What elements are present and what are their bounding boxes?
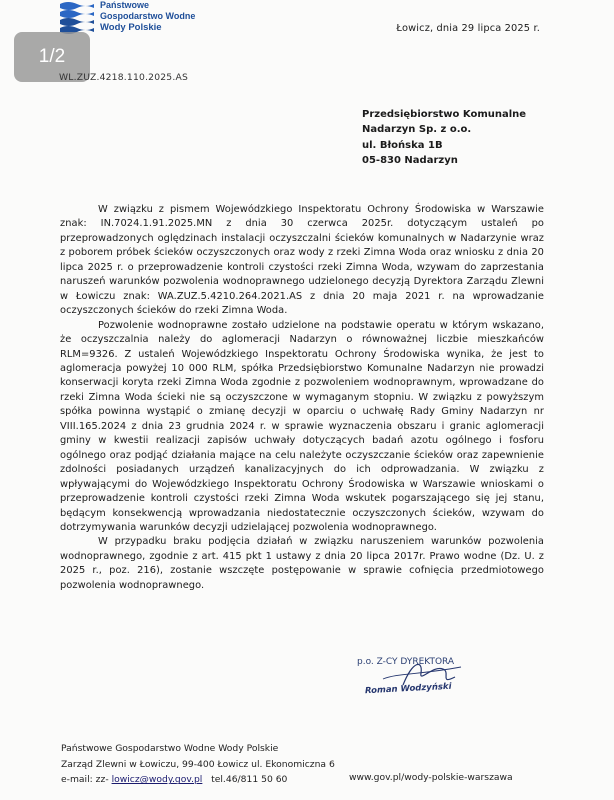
- recipient-line-1: Przedsiębiorstwo Komunalne: [362, 109, 527, 120]
- logo-line-2: Gospodarstwo Wodne: [100, 11, 196, 21]
- page-indicator-badge: 1/2: [14, 32, 90, 82]
- footer-email-label: e-mail: zz-: [61, 774, 109, 786]
- footer-phone: tel.46/811 50 60: [211, 774, 288, 786]
- signature-block: [343, 657, 468, 705]
- body-paragraph-3: W przypadku braku podjęcia działań w związku naruszeniem warunków pozwolenia wodnoprawnego, zgodnie z art. 415 pkt 1 ustawy z dnia 20 lipca 2017r. Prawo wodne (Dz. U. z 2025 r., poz. 216), zostanie wszczęte postępowanie w sprawie cofnięcia przedmiotowego pozwolenia wodnoprawnego.: [60, 536, 544, 591]
- logo-line-1: Państwowe: [100, 0, 150, 10]
- footer-org: Państwowe Gospodarstwo Wodne Wody Polskie: [61, 743, 279, 754]
- body-paragraph-1: W związku z pismem Wojewódzkiego Inspektoratu Ochrony Środowiska w Warszawie znak: IN.7024.1.91.2025.MN z dnia 30 czerwca 2025r. dotyczącym ustaleń po przeprowadzonych oględzinach instalacji oczyszczalni ścieków komunalnych w Nadarzynie wraz z poborem próbek ścieków oczyszczonych oraz wody z rzeki Zimna Woda oraz wniosku z dnia 20 lipca 2025 r. o przeprowadzenie kontroli czystości rzeki Zimna Woda, wzywam do zaprzestania naruszeń warunków pozwolenia wodnoprawnego udzielonego decyzją Dyrektora Zarządu Zlewni w Łowiczu znak: WA.ZUZ.5.4210.264.2021.AS z dnia 20 maja 2021 r. na wprowadzanie oczyszczonych ścieków do rzeki Zimna Woda.: [60, 204, 544, 317]
- wave-emblem-icon: [58, 0, 96, 36]
- logo-line-3: Wody Polskie: [100, 22, 162, 33]
- recipient-address: [362, 107, 526, 168]
- footer-website[interactable]: www.gov.pl/wody-polskie-warszawa: [349, 772, 513, 783]
- recipient-line-3: ul. Błońska 1B: [362, 139, 443, 151]
- signature-title: p.o. Z-CY DYREKTORA: [357, 657, 455, 667]
- footer-contact: [61, 772, 335, 788]
- footer-address: Zarząd Zlewni w Łowiczu, 99-400 Łowicz ul. Ekonomiczna 6: [61, 758, 335, 770]
- recipient-line-4: 05-830 Nadarzyn: [362, 154, 458, 166]
- body-paragraph-2: Pozwolenie wodnoprawne zostało udzielone na podstawie operatu w którym wskazano, że oczyszczalnia należy do aglomeracji Nadarzyn o równoważnej liczbie mieszkańców RLM=9326. Z ustaleń Wojewódzkiego Inspektoratu Ochrony Środowiska wynika, że jest to aglomeracja powyżej 10 000 RLM, spółka Przedsiębiorstwo Komunalne Nadarzyn nie prowadzi konserwacji koryta rzeki Zimna Woda zgodnie z pozwoleniem wodnoprawnym, wprowadzane do rzeki Zimna Woda ścieki nie są oczyszczone w wymaganym stopniu. W związku z powyższym spółka powinna wystąpić o zmianę decyzji w oparciu o uchwałę Rady Gminy Nadarzyn nr VIII.165.2024 z dnia 23 grudnia 2024 r. w sprawie wyznaczenia obszaru i granic aglomeracji gminy w kwestii realizacji zapisów uchwały dotyczących badań azotu ogólnego i fosforu ogólnego oraz podjąć działania mające na celu należyte oczyszczanie ścieków oraz zapewnienie zdolności posiadanych urządzeń kanalizacyjnych do ich odprowadzania. W związku z wpływającymi do Wojewódzkiego Inspektoratu Ochrony Środowiska w Warszawie wnioskami o przeprowadzenie kontroli czystości rzeki Zimna Woda wskutek pogarszającego się jej stanu, będącym konsekwencją wprowadzania niedostatecznie oczyszczonych ścieków, wzywam do dotrzymywania warunków decyzji udzielającej pozwolenia wodnoprawnego.: [60, 319, 544, 533]
- letter-body: [60, 203, 544, 593]
- reference-number: WL.ZUZ.4218.110.2025.AS: [59, 72, 188, 83]
- recipient-line-2: Nadarzyn Sp. z o.o.: [362, 124, 472, 136]
- footer: [61, 741, 335, 788]
- date-line: Łowicz, dnia 29 lipca 2025 r.: [396, 23, 540, 34]
- signature-name: Roman Wodzyński: [364, 681, 452, 697]
- footer-email-link[interactable]: lowicz@wody.gov.pl: [111, 774, 203, 786]
